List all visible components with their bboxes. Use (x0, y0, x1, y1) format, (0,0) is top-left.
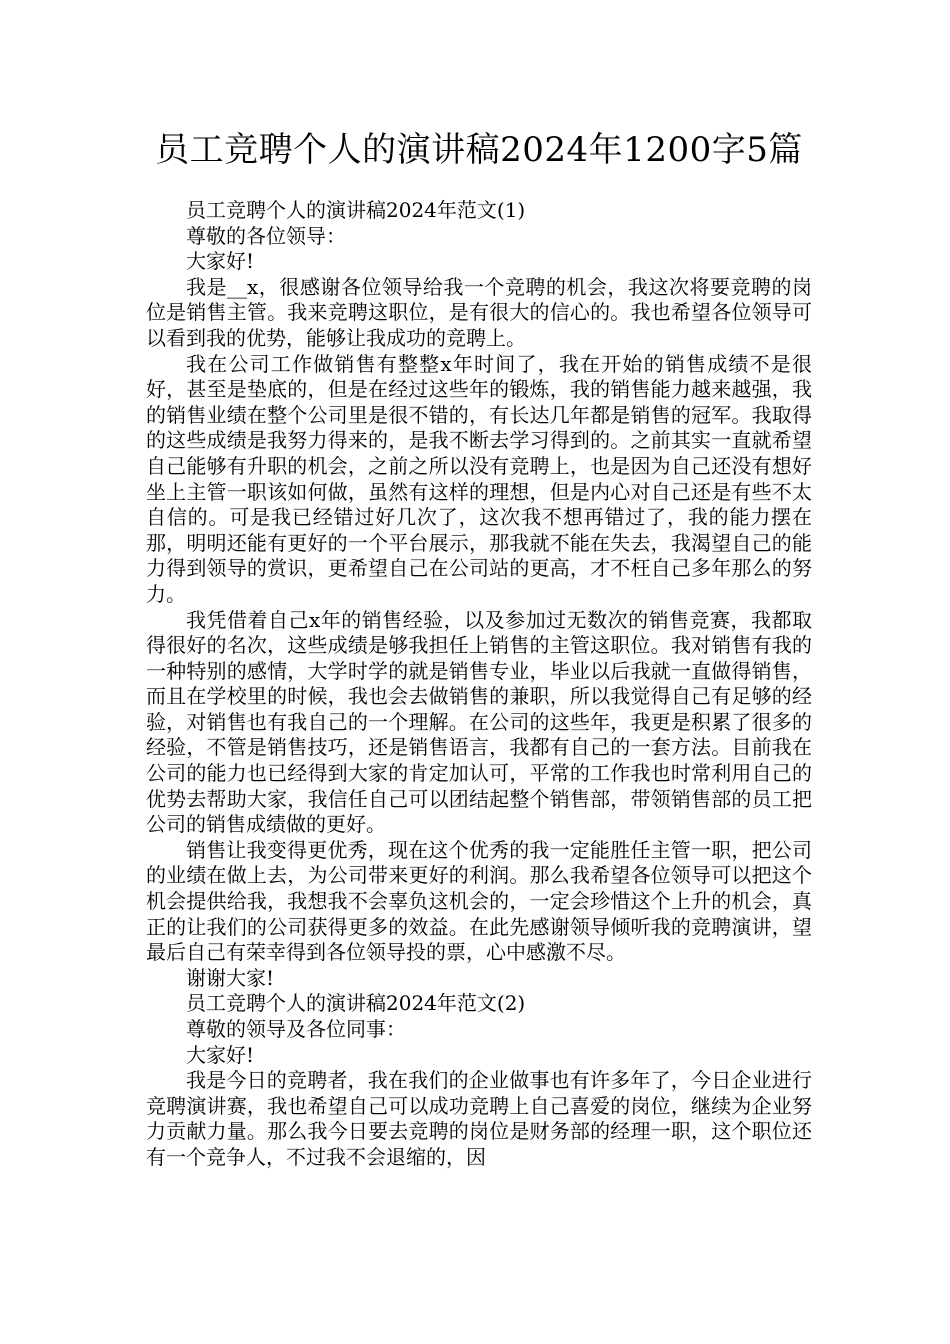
paragraph: 销售让我变得更优秀，现在这个优秀的我一定能胜任主管一职，把公司的业绩在做上去，为公司带来更好的利润。那么我希望各位领导可以把这个机会提供给我，我想我不会辜负这机会的，一定会珍惜这个上升的机会，真正的让我们的公司获得更多的效益。在此先感谢领导倾听我的竞聘演讲，望最后自己有荣幸得到各位领导投的票，心中感激不尽。 (146, 837, 812, 965)
paragraph: 我是__x，很感谢各位领导给我一个竞聘的机会，我这次将要竞聘的岗位是销售主管。我来竞聘这职位，是有很大的信心的。我也希望各位领导可以看到我的优势，能够让我成功的竞聘上。 (146, 274, 812, 350)
closing-thanks-1: 谢谢大家! (186, 965, 275, 990)
paragraph: 我在公司工作做销售有整整x年时间了，我在开始的销售成绩不是很好，甚至是垫底的，但是在经过这些年的锻炼，我的销售能力越来越强，我的销售业绩在整个公司里是很不错的，有长达几年都是销售的冠军。我取得的这些成绩是我努力得来的，是我不断去学习得到的。之前其实一直就希望自己能够有升职的机会，之前之所以没有竞聘上，也是因为自己还没有想好坐上主管一职该如何做，虽然有这样的理想，但是内心对自己还是有些不太自信的。可是我已经错过好几次了，这次我不想再错过了，我的能力摆在那，明明还能有更好的一个平台展示，那我就不能在失去，我渴望自己的能力得到领导的赏识，更希望自己在公司站的更高，才不枉自己多年那么的努力。 (146, 351, 812, 606)
salutation-2: 尊敬的领导及各位同事： (186, 1017, 406, 1041)
greeting-1: 大家好! (186, 249, 255, 274)
section-heading-1: 员工竞聘个人的演讲稿2024年范文(1) (186, 198, 526, 222)
paragraph: 我是今日的竞聘者，我在我们的企业做事也有许多年了，今日企业进行竞聘演讲赛，我也希望自己可以成功竞聘上自己喜爱的岗位，继续为企业努力贡献力量。那么我今日要去竞聘的岗位是财务部的经理一职，这个职位还有一个竞争人，不过我不会退缩的，因 (146, 1068, 812, 1169)
greeting-2: 大家好! (186, 1042, 255, 1067)
document-title: 员工竞聘个人的演讲稿2024年1200字5篇 (155, 130, 803, 170)
salutation-1: 尊敬的各位领导： (186, 223, 346, 248)
paragraph: 我凭借着自己x年的销售经验，以及参加过无数次的销售竞赛，我都取得很好的名次，这些成绩是够我担任上销售的主管这职位。我对销售有我的一种特别的感情，大学时学的就是销售专业，毕业以后我就一直做得销售，而且在学校里的时候，我也会去做销售的兼职，所以我觉得自己有足够的经验，对销售也有我自己的一个理解。在公司的这些年，我更是积累了很多的经验，不管是销售技巧，还是销售语言，我都有自己的一套方法。目前我在公司的能力也已经得到大家的肯定加认可，平常的工作我也时常利用自己的优势去帮助大家，我信任自己可以团结起整个销售部，带领销售部的员工把公司的销售成绩做的更好。 (146, 607, 812, 837)
section-heading-2: 员工竞聘个人的演讲稿2024年范文(2) (186, 991, 526, 1016)
document-body (146, 198, 812, 1171)
